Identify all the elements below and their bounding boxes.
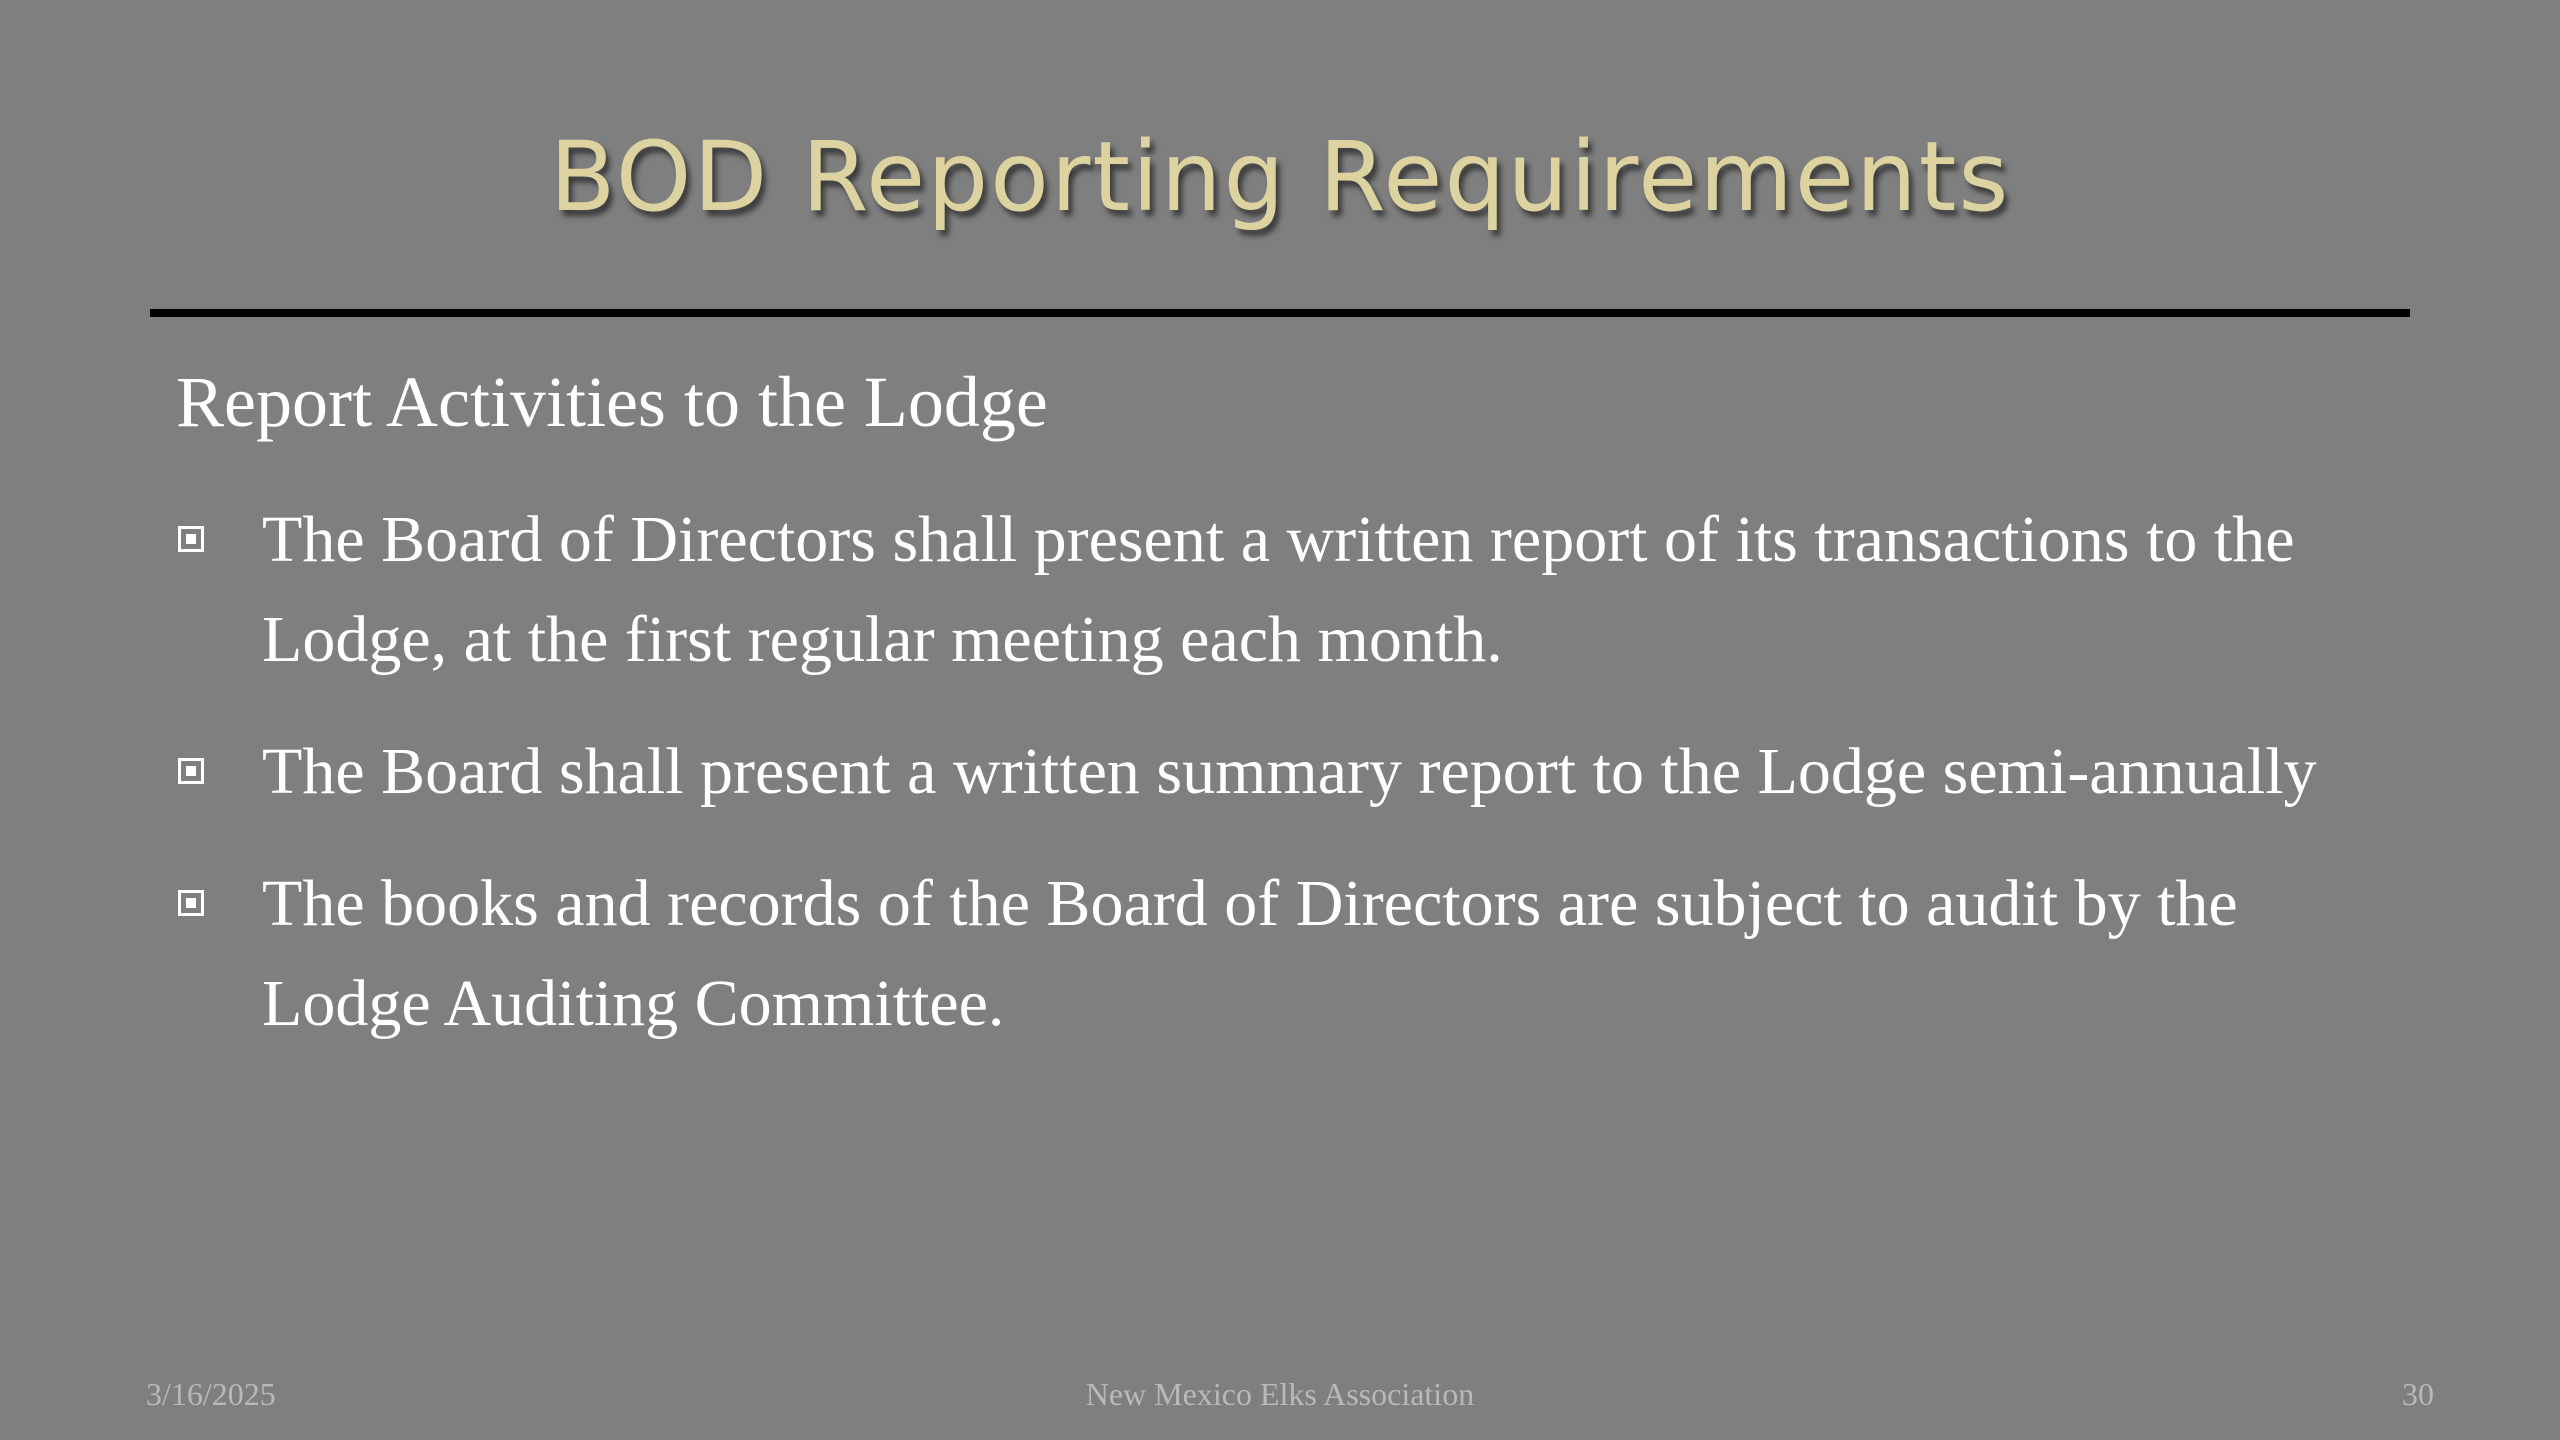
bullet-text: The Board of Directors shall present a written report of its transactions to the Lodge, at the first regular meeting each month.: [262, 503, 2295, 676]
bullet-text: The books and records of the Board of Directors are subject to audit by the Lodge Auditing Committee.: [262, 867, 2238, 1040]
square-bullet-icon: [178, 890, 204, 916]
bullet-item: [176, 722, 2416, 822]
footer-page-number: 30: [2402, 1376, 2434, 1412]
bullet-text: The Board shall present a written summary report to the Lodge semi-annually: [262, 735, 2317, 808]
footer-date: 3/16/2025: [146, 1376, 276, 1412]
slide-subheading: Report Activities to the Lodge: [176, 362, 1048, 442]
footer-organization: New Mexico Elks Association: [1085, 1376, 1475, 1412]
bullet-list: [176, 490, 2416, 1086]
square-bullet-icon: [178, 758, 204, 784]
title-divider: [150, 309, 2410, 317]
bullet-item: [176, 490, 2416, 690]
bullet-item: [176, 854, 2416, 1054]
slide-title: BOD Reporting Requirements: [549, 121, 2011, 233]
square-bullet-icon: [178, 526, 204, 552]
